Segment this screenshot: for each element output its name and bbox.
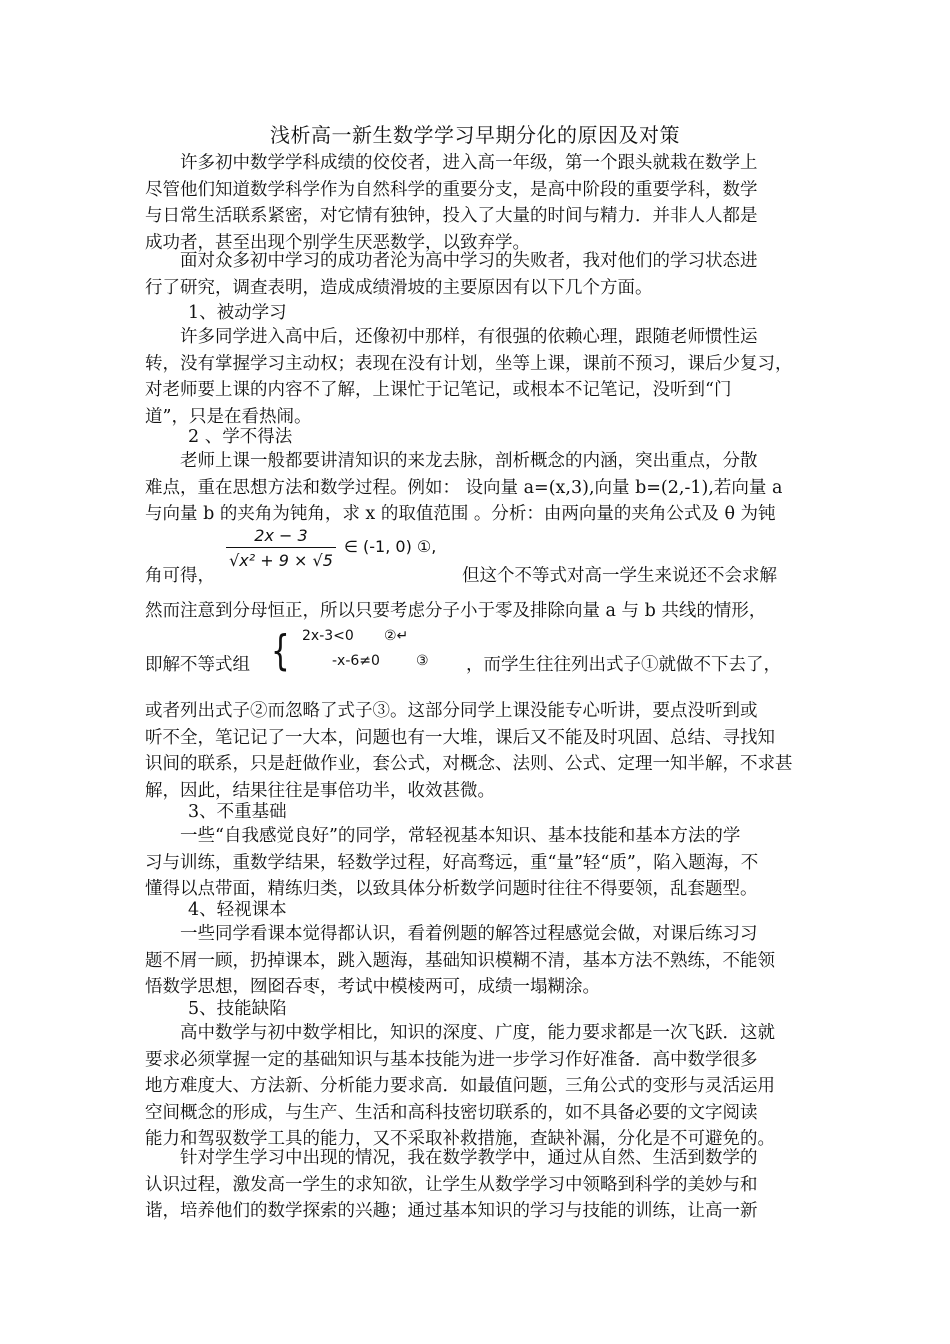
document-title: 浅析高一新生数学学习早期分化的原因及对策 [270, 123, 680, 147]
section-heading-4: 4、轻视课本 [188, 900, 287, 920]
text-line: 许多同学进入高中后，还像初中那样，有很强的依赖心理，跟随老师惯性运 [145, 327, 758, 347]
section-heading-2: 2 、学不得法 [188, 427, 293, 447]
system-prefix: 即解不等式组 [145, 655, 250, 675]
text-line: 老师上课一般都要讲清知识的来龙去脉，剖析概念的内涵，突出重点，分散 [145, 451, 758, 471]
section-heading-3: 3、不重基础 [188, 802, 287, 822]
text-line: 与向量 b 的夹角为钝角，求 x 的取值范围 。分析：由两向量的夹角公式及 θ 为钝 [145, 504, 776, 524]
paragraph-passive-learning [145, 324, 810, 430]
text-line: 许多初中数学学科成绩的佼佼者，进入高一年级，第一个跟头就栽在数学上 [145, 153, 758, 173]
paragraph-method [145, 448, 810, 528]
text-line: 习与训练，重数学结果，轻数学过程，好高骛远，重“量”轻“质”，陷入题海，不 [145, 852, 759, 873]
text-line: 尽管他们知道数学科学作为自然科学的重要分支，是高中阶段的重要学科，数学 [145, 179, 758, 200]
section-heading-5: 5、技能缺陷 [188, 999, 287, 1019]
system-suffix: ，而学生往往列出式子①就做不下去了， [466, 655, 781, 675]
text-line: 针对学生学习中出现的情况，我在数学教学中，通过从自然、生活到数学的 [145, 1148, 758, 1168]
text-line: 但这个不等式对高一学生来说还不会求解 [462, 566, 777, 586]
text-line: 识间的联系，只是赶做作业，套公式，对概念、法则、公式、定理一知半解，不求甚 [145, 754, 793, 774]
inequality-row-2: -x-6≠0 [332, 653, 380, 669]
paragraph-research [145, 248, 810, 301]
text-line: 要求必须掌握一定的基础知识与基本技能为进一步学习作好准备．高中数学很多 [145, 1049, 758, 1070]
section-heading-1: 1、被动学习 [188, 303, 287, 323]
paragraph-textbook [145, 921, 810, 1001]
fraction-denominator: √x² + 9 × √5 [229, 551, 333, 570]
text-line: 空间概念的形成，与生产、生活和高科技密切联系的，如不具备必要的文字阅读 [145, 1102, 758, 1123]
text-line: 面对众多初中学习的成功者沦为高中学习的失败者，我对他们的学习状态进 [145, 251, 758, 271]
text-line: 谐，培养他们的数学探索的兴趣；通过基本知识的学习与技能的训练，让高一新 [145, 1201, 758, 1221]
text-line: 角可得， [145, 566, 215, 586]
text-line: 悟数学思想，囫囵吞枣，考试中模棱两可，成绩一塌糊涂。 [145, 977, 600, 997]
text-line: 题不屑一顾，扔掉课本，跳入题海，基础知识模糊不清，基本方法不熟练，不能领 [145, 950, 775, 971]
angle-formula-fraction [226, 525, 336, 572]
text-line: 道”，只是在看热闹。 [145, 406, 312, 427]
text-line: 听不全，笔记记了一大本，问题也有一大堆，课后又不能及时巩固、总结、寻找知 [145, 727, 775, 748]
inequality-mark-1: ②↵ [384, 628, 409, 644]
text-line: 行了研究，调查表明，造成成绩滑坡的主要原因有以下几个方面。 [145, 277, 653, 298]
text-line: 或者列出式子②而忽略了式子③。这部分同学上课没能专心听讲，要点没听到或 [145, 701, 758, 721]
text-line: 认识过程，激发高一学生的求知欲，让学生从数学学习中领略到科学的美妙与和 [145, 1174, 758, 1195]
text-line: 解，因此，结果往往是事倍功半，收效甚微。 [145, 780, 495, 801]
text-line: 与日常生活联系紧密，对它情有独钟，投入了大量的时间与精力．并非人人都是 [145, 206, 758, 226]
paragraph-method-continued [145, 698, 810, 804]
text-line: 能力和驾驭数学工具的能力，又不采取补救措施，查缺补漏，分化是不可避免的。 [145, 1129, 775, 1149]
inequality-mark-2: ③ [416, 653, 429, 669]
inequality-row-1: 2x-3<0 [302, 628, 354, 644]
text-line: 转，没有掌握学习主动权；表现在没有计划，坐等上课，课前不预习，课后少复习， [145, 353, 793, 374]
text-line: 一些同学看课本觉得都认识，看着例题的解答过程感觉会做，对课后练习习 [145, 924, 758, 944]
text-line: 一些“自我感觉良好”的同学，常轻视基本知识、基本技能和基本方法的学 [145, 826, 741, 846]
paragraph-skills [145, 1020, 810, 1153]
fraction-numerator: 2x − 3 [226, 525, 336, 548]
text-line: 地方难度大、方法新、分析能力要求高．如最值问题，三角公式的变形与灵活运用 [145, 1076, 775, 1096]
text-line: 高中数学与初中数学相比，知识的深度、广度，能力要求都是一次飞跃．这就 [145, 1023, 775, 1043]
formula-interval: ∈ (-1, 0) ①, [344, 537, 437, 556]
left-brace-icon: { [271, 626, 290, 675]
text-line: 对老师要上课的内容不了解，上课忙于记笔记，或根本不记笔记，没听到“门 [145, 380, 732, 400]
paragraph-intro [145, 150, 810, 256]
text-line: 懂得以点带面，精练归类，以致具体分析数学问题时往往不得要领，乱套题型。 [145, 879, 758, 899]
paragraph-foundation [145, 823, 810, 903]
text-line: 难点，重在思想方法和数学过程。例如： 设向量 a=(x,3),向量 b=(2,-1),若向量 a [145, 477, 783, 498]
text-line: 成功者，甚至出现个别学生厌恶数学，以致弃学。 [145, 232, 530, 253]
text-line: 然而注意到分母恒正，所以只要考虑分子小于零及排除向量 a 与 b 共线的情形， [145, 601, 767, 621]
paragraph-countermeasures [145, 1145, 810, 1225]
